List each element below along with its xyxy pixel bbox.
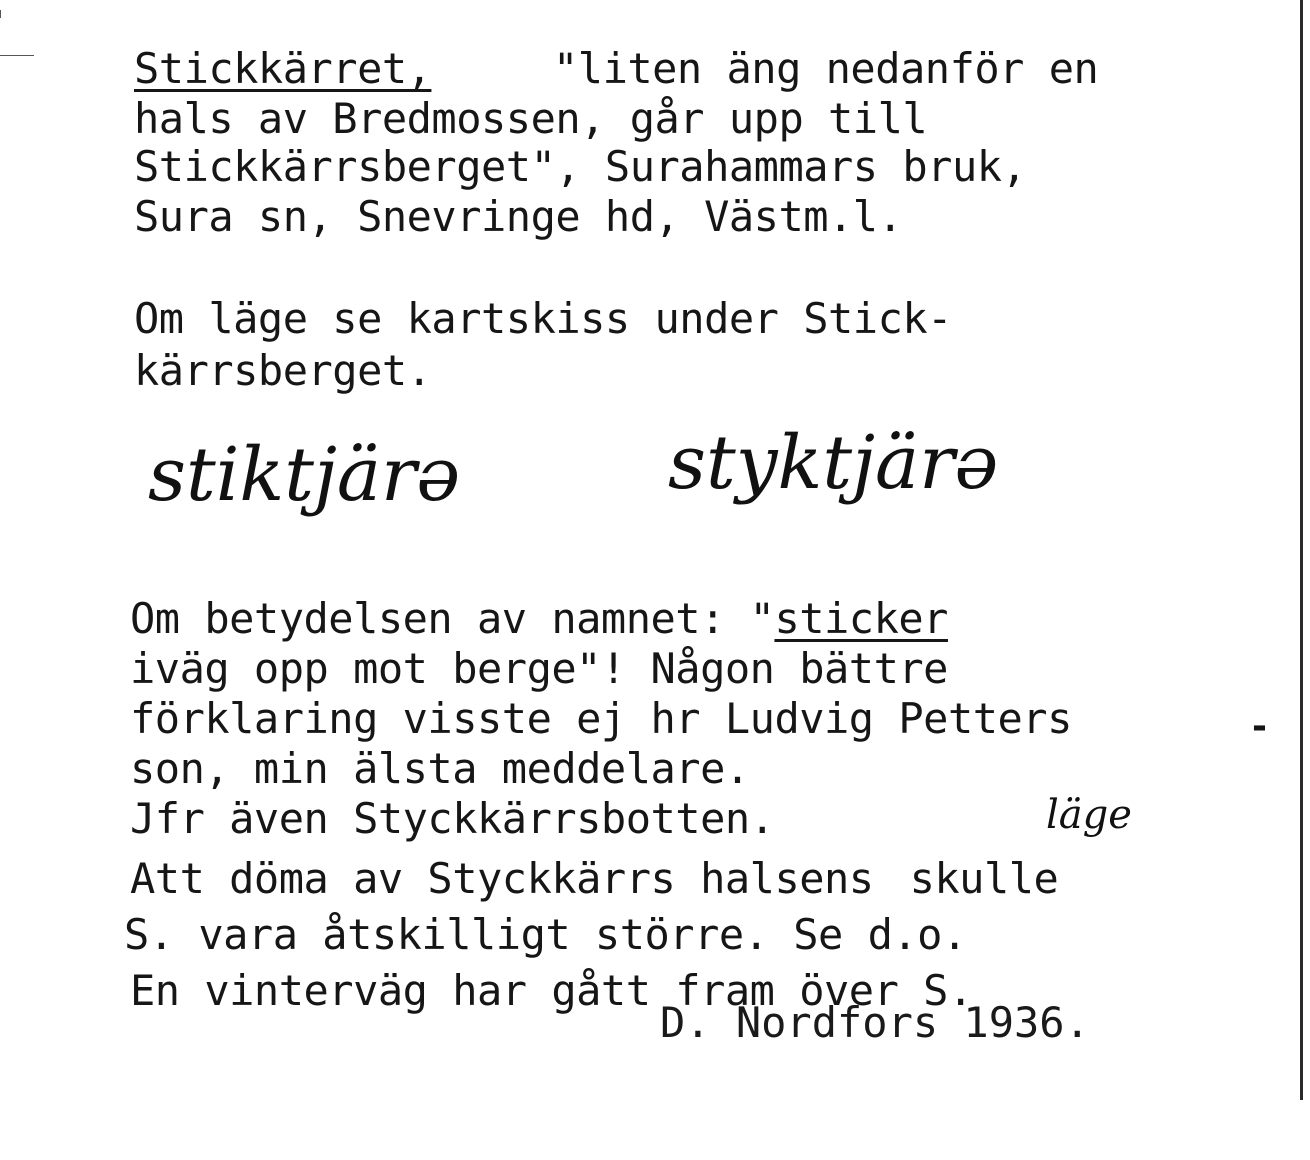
entry-line: hals av Bredmossen, går upp till [134,94,928,143]
meaning-line-text: skulle [909,854,1059,903]
handwritten-insert: läge [1046,792,1132,838]
pronunciation-form: stiktjärə [148,432,461,518]
place-name: Stickkärret, [134,44,432,93]
margin-mark [0,55,34,56]
entry-line: Sura sn, Snevringe hd, Västm.l. [134,192,903,241]
hyphen-mark: - [1252,706,1267,747]
meaning-line [130,594,948,643]
pronunciation-form: styktjärə [668,420,999,506]
margin-mark [0,10,1,18]
meaning-line: S. vara åtskilligt större. Se d.o. [124,910,967,959]
signature: D. Nordfors 1936. [660,998,1090,1047]
entry-line: Stickkärrsberget", Surahammars bruk, [134,142,1027,191]
entry-line: "liten äng nedanför en [553,44,1099,93]
underlined-word: sticker [774,594,948,643]
location-line: kärrsberget. [134,346,432,395]
meaning-line-text: Att döma av Styckkärrs halsens [130,854,874,903]
card-edge [1300,0,1303,1100]
meaning-line-text: Om betydelsen av namnet: " [130,594,775,643]
meaning-line: En vinterväg har gått fram över S. [130,966,973,1015]
location-line: Om läge se kartskiss under Stick- [134,294,952,343]
meaning-line: Jfr även Styckkärrsbotten. [130,794,775,843]
meaning-line: förklaring visste ej hr Ludvig Petters [130,694,1072,743]
meaning-line [130,854,1059,903]
meaning-line: son, min älsta meddelare. [130,744,750,793]
meaning-line: iväg opp mot berge"! Någon bättre [130,644,948,693]
